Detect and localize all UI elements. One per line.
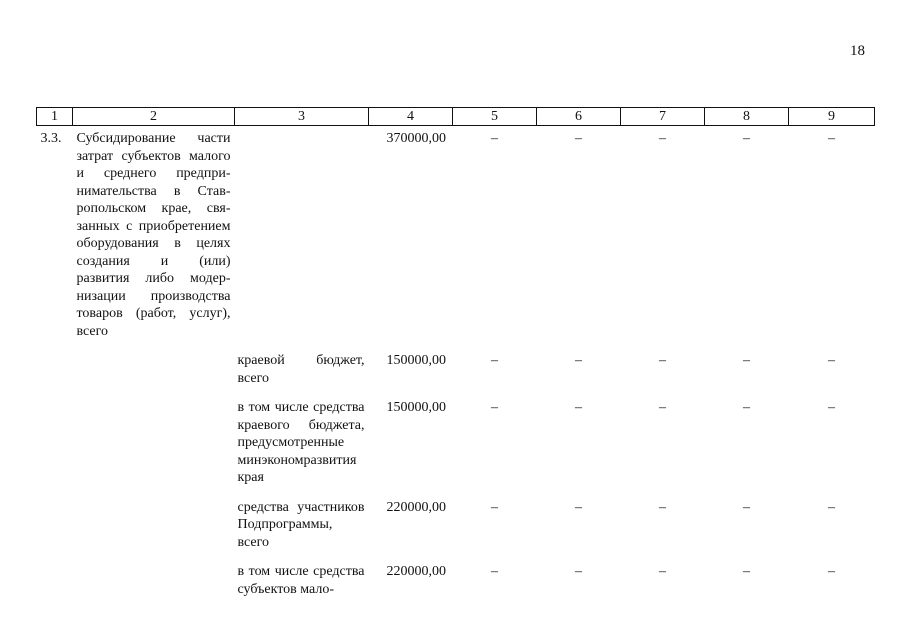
- cell-col-9: –: [828, 499, 835, 515]
- cell-col-7: –: [659, 400, 666, 415]
- cell-col-7: –: [659, 353, 666, 368]
- header-row: [37, 108, 875, 126]
- cell-col-8: –: [743, 131, 750, 146]
- budget-table: [36, 107, 875, 606]
- cell-col-6: –: [575, 499, 582, 515]
- item-number: [37, 395, 73, 495]
- cell-col-9: –: [828, 564, 835, 579]
- header-col-9: 9: [789, 108, 875, 126]
- item-name: [73, 395, 235, 495]
- cell-col-8: –: [743, 564, 750, 579]
- cell-col-6: –: [575, 353, 582, 368]
- cell-col-7: –: [659, 564, 666, 579]
- item-name: [73, 348, 235, 395]
- cell-col-6: –: [575, 131, 582, 146]
- cell-col-7: –: [659, 131, 666, 146]
- cell-col-5: –: [491, 564, 498, 579]
- funding-source: средства участников Подпрограммы, всего: [237, 499, 365, 550]
- item-number: [37, 348, 73, 395]
- header-col-4: 4: [369, 108, 453, 126]
- table-body: [37, 126, 875, 607]
- table-header: [37, 108, 875, 126]
- funding-source: [235, 126, 369, 349]
- funding-source: в том числе средства краевого бюджета, предусмотренные минэкономразвития края: [237, 400, 365, 485]
- table-row: [37, 395, 875, 495]
- amount-total: 150000,00: [386, 400, 446, 415]
- cell-col-8: –: [743, 499, 750, 515]
- cell-col-5: –: [491, 131, 498, 146]
- header-col-2: 2: [73, 108, 235, 126]
- header-col-5: 5: [453, 108, 537, 126]
- amount-total: 150000,00: [386, 353, 446, 368]
- amount-total: 220000,00: [386, 564, 446, 579]
- table-row: [37, 126, 875, 349]
- header-col-6: 6: [537, 108, 621, 126]
- cell-col-5: –: [491, 499, 498, 515]
- header-col-1: 1: [37, 108, 73, 126]
- amount-total: 370000,00: [386, 131, 446, 146]
- cell-col-6: –: [575, 400, 582, 415]
- header-col-7: 7: [621, 108, 705, 126]
- cell-col-8: –: [743, 400, 750, 415]
- cell-col-7: –: [659, 499, 666, 515]
- table-row: [37, 559, 875, 606]
- cell-col-8: –: [743, 353, 750, 368]
- item-number: [37, 495, 73, 560]
- item-name: [73, 559, 235, 606]
- cell-col-5: –: [491, 400, 498, 415]
- item-number: [37, 559, 73, 606]
- amount-total: 220000,00: [386, 499, 446, 515]
- item-name: Субсидирование части затрат субъектов малого и среднего предпринимательства в Ставропольском крае, связанных с приобретением оборудования в целях создания и (или) развития либо модернизации производства товаров (работ, услуг), всего: [76, 131, 231, 339]
- table-row: [37, 348, 875, 395]
- page-number: 18: [850, 43, 865, 59]
- funding-source: в том числе средства субъектов мало-: [237, 564, 365, 597]
- item-number: 3.3.: [40, 131, 62, 146]
- cell-col-9: –: [828, 131, 835, 146]
- cell-col-9: –: [828, 400, 835, 415]
- header-col-3: 3: [235, 108, 369, 126]
- cell-col-5: –: [491, 353, 498, 368]
- header-col-8: 8: [705, 108, 789, 126]
- cell-col-6: –: [575, 564, 582, 579]
- cell-col-9: –: [828, 353, 835, 368]
- item-name: [73, 495, 235, 560]
- table-row: [37, 495, 875, 560]
- funding-source: краевой бюджет, всего: [237, 353, 365, 386]
